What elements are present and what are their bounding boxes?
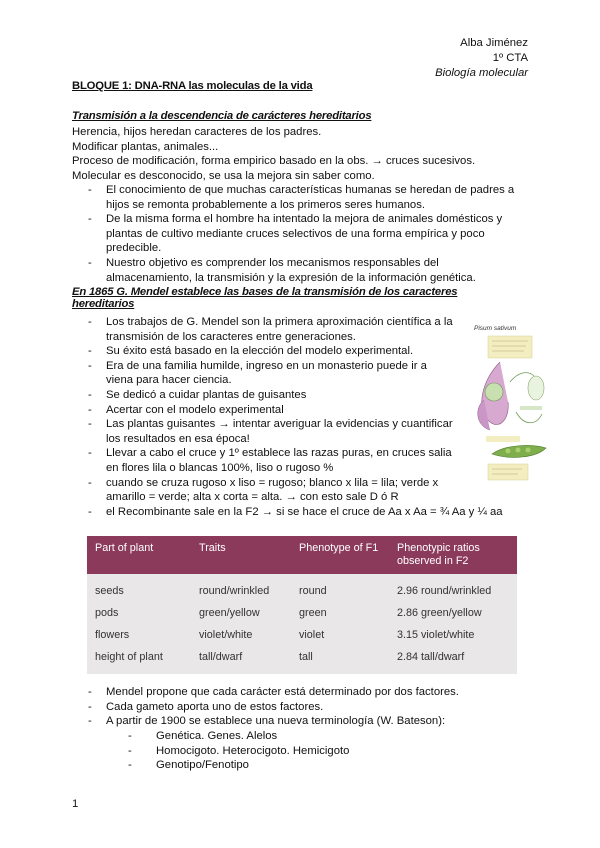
section2-heading (72, 286, 457, 310)
table-header-row (87, 536, 517, 574)
figure-label: Pisum sativum (474, 325, 517, 332)
section2-heading-line: En 1865 G. Mendel establece las bases de la transmisión de los caracteres (72, 286, 458, 298)
section1-heading: Transmisión a la descendencia de carácteres hereditarios (72, 110, 372, 122)
intro-line: Herencia, hijos heredan caracteres de los padres. (72, 126, 322, 138)
section2-bullets-tail (72, 505, 542, 520)
section2-bullets (72, 315, 454, 505)
author-name: Alba Jiménez (460, 37, 528, 49)
list-item: - Su éxito está basado en la elección del modelo experimental. (72, 344, 454, 359)
list-item: - Nuestro objetivo es comprender los mecanismos responsables del almacenamiento, la transmisión y la expresión de la información genética. (72, 256, 522, 285)
list-item: - Mendel propone que cada carácter está determinado por dos factores. (72, 685, 542, 700)
table-cell: tall (291, 646, 389, 674)
table-row (87, 602, 517, 624)
table-row (87, 574, 517, 602)
table-cell: green/yellow (191, 602, 291, 624)
table-cell: round (291, 574, 389, 602)
section1-intro (72, 125, 475, 183)
mendel-results-table (87, 536, 517, 674)
intro-line: Modificar plantas, animales... (72, 140, 219, 153)
table-cell: 2.96 round/wrinkled (389, 574, 517, 602)
table-cell: 3.15 violet/white (389, 624, 517, 646)
intro-line: Molecular es desconocido, se usa la mejora sin saber como. (72, 169, 375, 182)
intro-line: Proceso de modificación, forma empirico basado en la obs. → cruces sucesivos. (72, 155, 476, 168)
pisum-sativum-figure (470, 322, 554, 484)
list-item: - Las plantas guisantes → intentar averiguar la evidencias y cuantificar los resultados en esa época! (72, 417, 454, 446)
pea-plant-diagram-icon (470, 322, 554, 484)
table-cell: height of plant (87, 646, 191, 674)
list-item: - Acertar con el modelo experimental (72, 403, 454, 418)
table-cell: round/wrinkled (191, 574, 291, 602)
list-item: - Llevar a cabo el cruce y 1º establece las razas puras, en cruces salia en flores lila o blancas 100%, liso o rugoso % (72, 446, 454, 475)
table-row (87, 646, 517, 674)
terminology-subbullets (72, 729, 472, 773)
page-title: BLOQUE 1: DNA-RNA las moleculas de la vida (72, 80, 313, 92)
subject-label: Biología molecular (435, 67, 528, 79)
table-cell: 2.86 green/yellow (389, 602, 517, 624)
table-cell: green (291, 602, 389, 624)
list-item: - Genética. Genes. Alelos (72, 729, 472, 744)
list-item: - A partir de 1900 se establece una nueva terminología (W. Bateson): (72, 714, 542, 729)
list-item: - De la misma forma el hombre ha intentado la mejora de animales domésticos y plantas de cultivo mediante cruces selectivos de una forma empírica y poco predecible. (72, 212, 522, 256)
list-item: - el Recombinante sale en la F2 → si se hace el cruce de Aa x Aa = ¾ Aa y ¼ aa (72, 505, 542, 520)
column-header: Phenotypic ratios observed in F2 (389, 536, 517, 574)
table-cell: tall/dwarf (191, 646, 291, 674)
table-cell: pods (87, 602, 191, 624)
list-item: - El conocimiento de que muchas características humanas se heredan de padres a hijos se remonta probablemente a los primeros seres humanos. (72, 183, 522, 212)
list-item: - Era de una familia humilde, ingreso en un monasterio puede ir a viena para hacer ciencia. (72, 359, 454, 388)
document-header (435, 36, 528, 81)
table-cell: violet (291, 624, 389, 646)
list-item: - Los trabajos de G. Mendel son la primera aproximación científica a la transmisión de los caracteres entre generaciones. (72, 315, 454, 344)
list-item: - Homocigoto. Heterocigoto. Hemicigoto (72, 744, 472, 759)
page-number: 1 (72, 798, 79, 810)
column-header: Phenotype of F1 (291, 536, 389, 574)
table-cell: flowers (87, 624, 191, 646)
list-item: - Se dedicó a cuidar plantas de guisantes (72, 388, 454, 403)
column-header: Part of plant (87, 536, 191, 574)
section1-bullets (72, 183, 522, 285)
column-header: Traits (191, 536, 291, 574)
list-item: - Cada gameto aporta uno de estos factores. (72, 700, 542, 715)
list-item: - cuando se cruza rugoso x liso = rugoso; blanco x lila = lila; verde x amarillo = verde; alta x corta = alta. → con esto sale D ó R (72, 476, 454, 505)
section3-bullets (72, 685, 542, 729)
section2-heading-line: hereditarios (72, 298, 135, 310)
course-label: 1º CTA (492, 52, 528, 64)
table-cell: violet/white (191, 624, 291, 646)
table-cell: 2.84 tall/dwarf (389, 646, 517, 674)
table-cell: seeds (87, 574, 191, 602)
list-item: - Genotipo/Fenotipo (72, 758, 472, 773)
table-row (87, 624, 517, 646)
